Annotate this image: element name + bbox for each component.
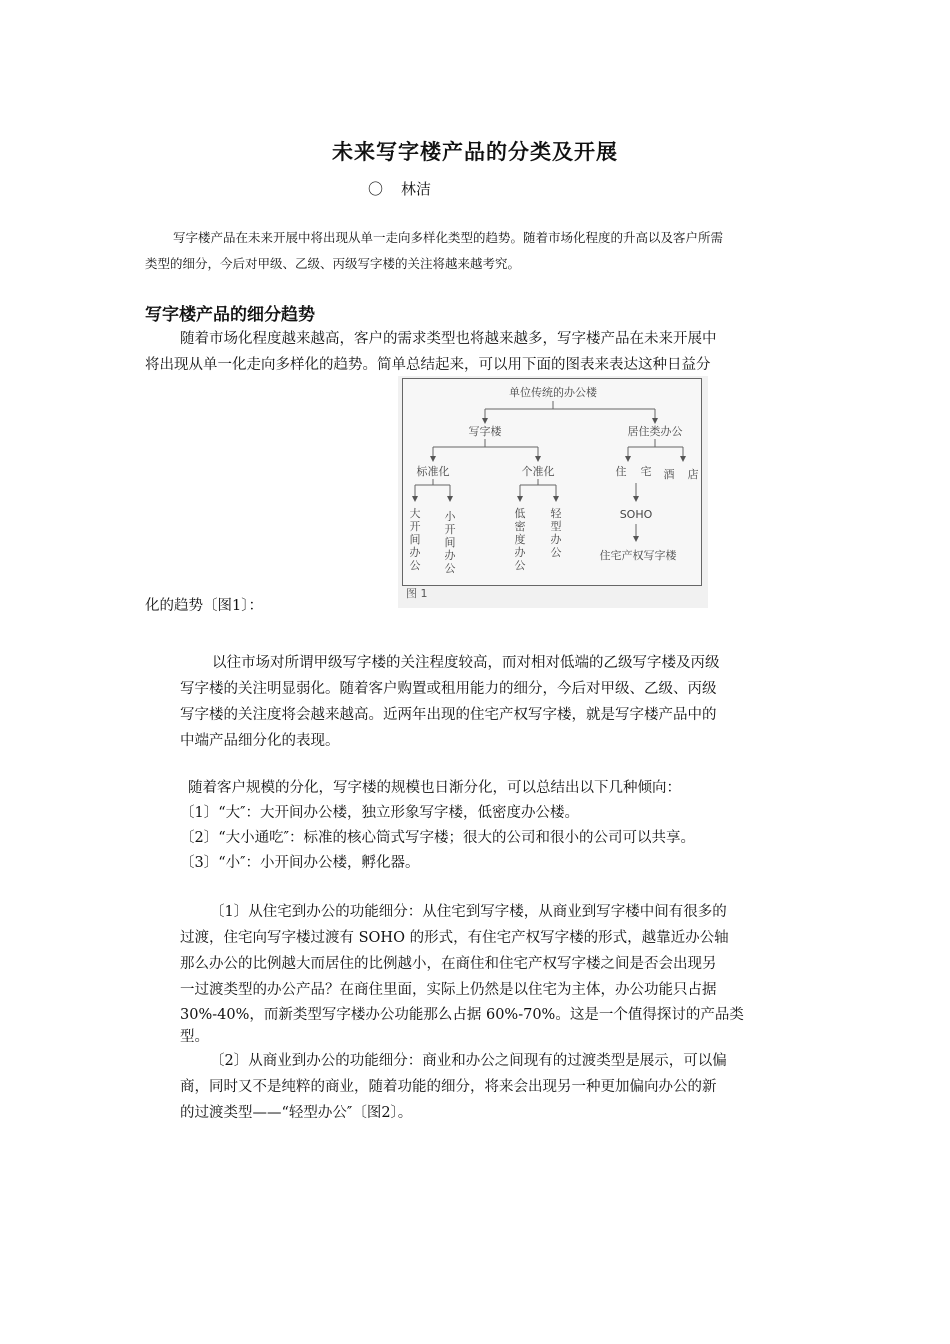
para2-line3: 写字楼的关注度将会越来越高。近两年出现的住宅产权写字楼，就是写字楼产品中的 — [180, 707, 717, 723]
author-line — [368, 178, 431, 199]
para4-line6: 型。 — [180, 1029, 209, 1045]
leaf2-char-2: 开 — [444, 523, 456, 536]
node-office: 写字楼 — [468, 425, 502, 438]
leaf2-char-4: 办 — [444, 549, 456, 562]
leaf4-char-4: 公 — [550, 546, 562, 559]
node-dian: 店 — [687, 468, 699, 481]
para4-line5: 30%-40%，而新类型写字楼办公功能那么占据 60%-70%。这是一个值得探讨的产品类 — [180, 1007, 744, 1023]
author-name: 林洁 — [401, 180, 432, 198]
para5-line1: 〔2〕从商业到办公的功能细分：商业和办公之间现有的过渡类型是展示，可以偏 — [210, 1053, 727, 1069]
leaf3-char-4: 办 — [514, 546, 526, 559]
node-jiu: 酒 — [663, 468, 675, 481]
tree-diagram — [403, 379, 700, 584]
para1-line2: 将出现从单一化走向多样化的趋势。简单总结起来，可以用下面的图表来表达这种日益分 — [145, 357, 711, 373]
node-custom: 个准化 — [521, 465, 555, 478]
para5-line2: 商，同时又不是纯粹的商业，随着功能的细分，将来会出现另一种更加偏向办公的新 — [180, 1079, 717, 1095]
para3-item2: 〔2〕“大小通吃″：标准的核心筒式写字楼；很大的公司和很小的公司可以共享。 — [180, 830, 696, 846]
para3-line1: 随着客户规模的分化，写字楼的规模也日渐分化，可以总结出以下几种倾向： — [188, 780, 681, 796]
leaf1-char-3: 间 — [409, 533, 421, 546]
para4-line3: 那么办公的比例越大而居住的比例越小，在商住和住宅产权写字楼之间是否会出现另 — [180, 956, 717, 972]
leaf1-char-1: 大 — [409, 507, 421, 520]
intro-line-2: 类型的细分，今后对甲级、乙级、丙级写字楼的关注将越来越考究。 — [145, 256, 521, 271]
para3-item3: 〔3〕“小″：小开间办公楼，孵化器。 — [180, 855, 420, 871]
para2-line1: 以往市场对所谓甲级写字楼的关注程度较高，而对相对低端的乙级写字楼及丙级 — [212, 655, 720, 671]
leaf3-char-5: 公 — [514, 559, 526, 572]
leaf3-char-1: 低 — [514, 507, 526, 520]
figure-caption: 图 1 — [406, 587, 428, 600]
leaf4-char-1: 轻 — [550, 507, 562, 520]
para2-line4: 中端产品细分化的表现。 — [180, 733, 340, 749]
leaf4-char-2: 型 — [550, 520, 562, 533]
para1-line3: 化的趋势〔图1〕： — [145, 598, 263, 614]
node-soho: SOHO — [619, 508, 653, 521]
leaf2-char-3: 间 — [444, 536, 456, 549]
para4-line2: 过渡，住宅向写字楼过渡有 SOHO 的形式，有住宅产权写字楼的形式，越靠近办公轴 — [180, 930, 729, 946]
leaf3-char-2: 密 — [514, 520, 526, 533]
para4-line1: 〔1〕从住宅到办公的功能细分：从住宅到写字楼，从商业到写字楼中间有很多的 — [210, 904, 727, 920]
node-standard: 标准化 — [416, 465, 450, 478]
author-marker: 〇 — [368, 180, 384, 198]
figure-1-frame — [402, 378, 702, 586]
para2-line2: 写字楼的关注明显弱化。随着客户购置或租用能力的细分，今后对甲级、乙级、丙级 — [180, 681, 717, 697]
section-heading: 写字楼产品的细分趋势 — [145, 305, 315, 325]
node-residential-office: 住宅产权写字楼 — [599, 549, 677, 562]
leaf4-char-3: 办 — [550, 533, 562, 546]
node-zhai: 宅 — [640, 465, 652, 478]
node-root: 单位传统的办公楼 — [509, 386, 597, 399]
leaf1-char-4: 办 — [409, 546, 421, 559]
intro-line-1: 写字楼产品在未来开展中将出现从单一走向多样化类型的趋势。随着市场化程度的升高以及客户所需 — [173, 230, 724, 245]
node-residential: 居住类办公 — [627, 425, 683, 438]
para3-item1: 〔1〕“大″：大开间办公楼，独立形象写字楼，低密度办公楼。 — [180, 805, 580, 821]
figure-1 — [398, 376, 708, 608]
leaf2-char-1: 小 — [444, 510, 456, 523]
leaf1-char-5: 公 — [409, 559, 421, 572]
para1-line1: 随着市场化程度越来越高，客户的需求类型也将越来越多，写字楼产品在未来开展中 — [180, 331, 717, 347]
leaf2-char-5: 公 — [444, 562, 456, 575]
node-zhu: 住 — [615, 465, 627, 478]
para5-line3: 的过渡类型——“轻型办公″〔图2〕。 — [180, 1105, 413, 1121]
leaf3-char-3: 度 — [514, 533, 526, 546]
para4-line4: 一过渡类型的办公产品？在商住里面，实际上仍然是以住宅为主体，办公功能只占据 — [180, 982, 717, 998]
page-title: 未来写字楼产品的分类及开展 — [332, 139, 618, 164]
leaf1-char-2: 开 — [409, 520, 421, 533]
